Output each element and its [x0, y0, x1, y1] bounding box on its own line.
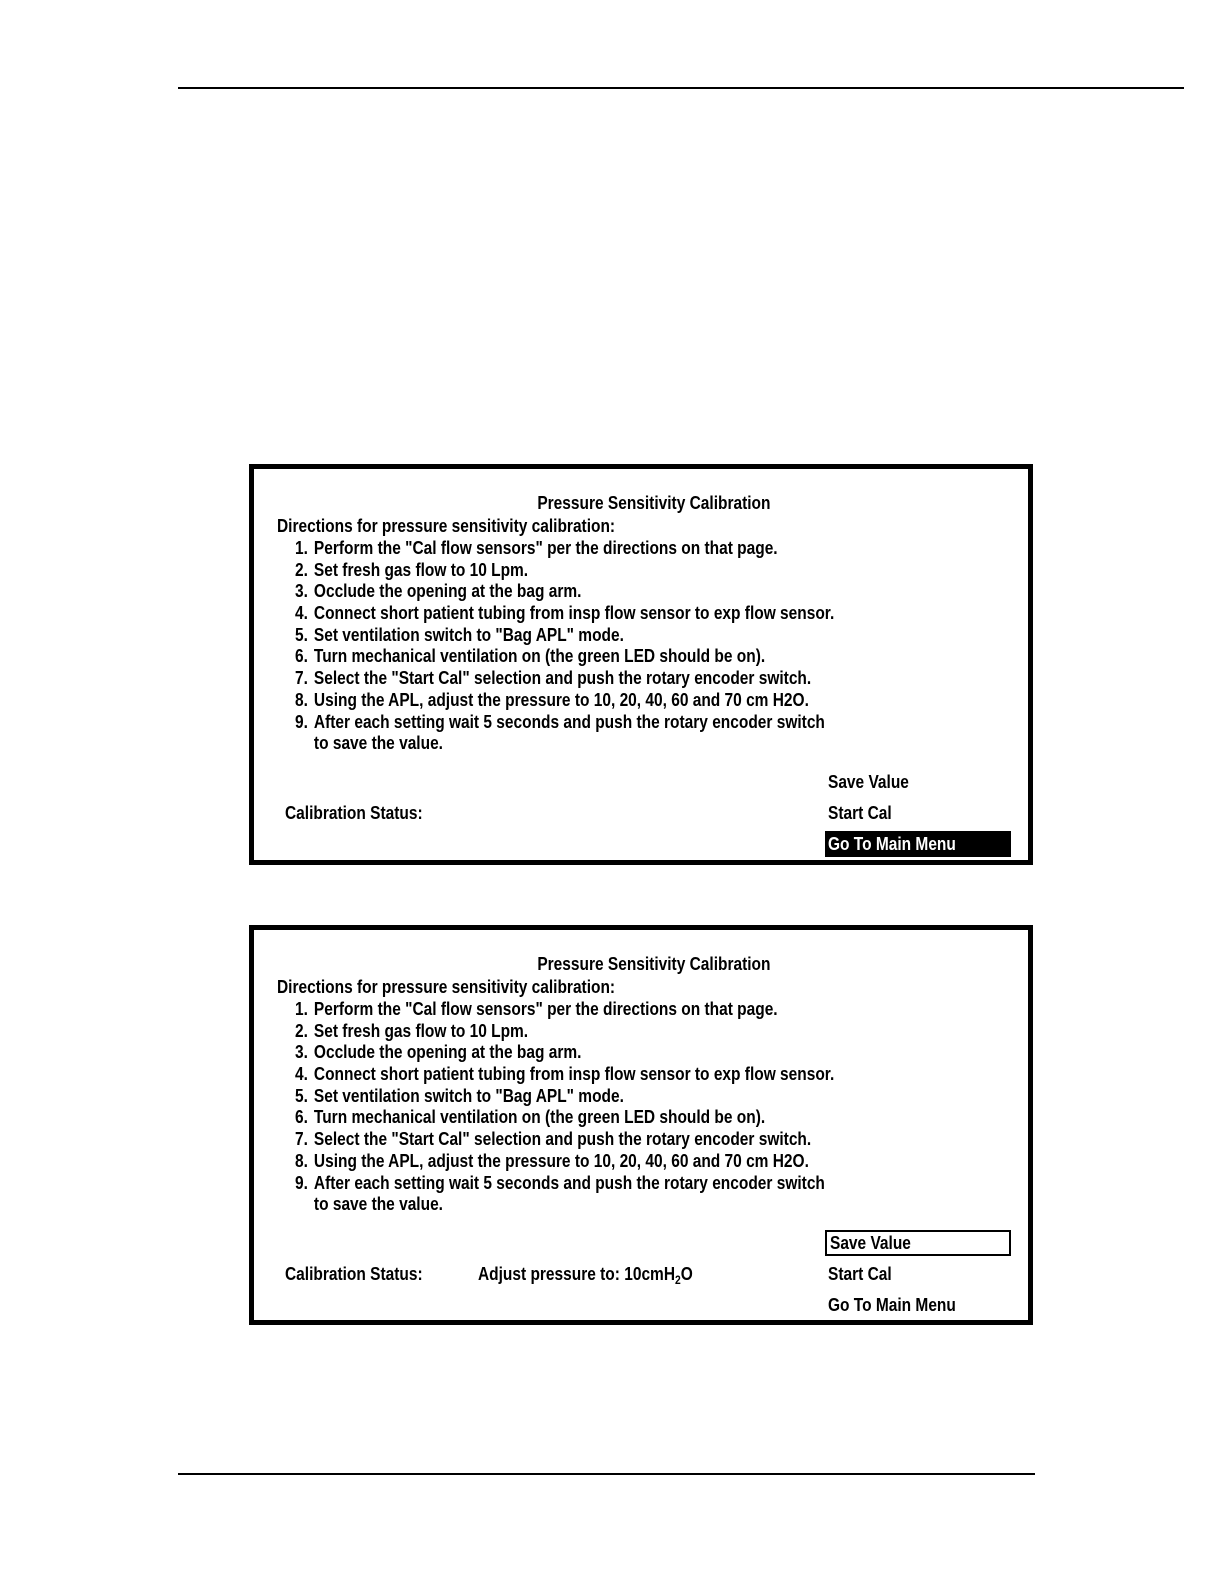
list-item: 2. Set fresh gas flow to 10 Lpm.: [295, 1020, 529, 1041]
list-item: 8. Using the APL, adjust the pressure to 10, 20, 40, 60 and 70 cm H2O.: [295, 689, 809, 710]
list-item: 5. Set ventilation switch to "Bag APL" mode.: [295, 624, 624, 645]
list-item: 3. Occlude the opening at the bag arm.: [295, 581, 582, 602]
calibration-screen-in-progress: [249, 925, 1033, 1325]
screen-menu: [825, 1230, 1011, 1323]
footer-rule: [178, 1473, 1035, 1475]
list-item: 2. Set fresh gas flow to 10 Lpm.: [295, 559, 529, 580]
go-to-main-menu-button[interactable]: Go To Main Menu: [828, 1295, 956, 1315]
calibration-status-value: Adjust pressure to: 10cmH$_2$O: [478, 1264, 693, 1287]
directions-list: [295, 999, 835, 1215]
save-value-button[interactable]: Save Value: [828, 772, 909, 792]
calibration-screen-initial: [249, 464, 1033, 865]
list-item: 9. After each setting wait 5 seconds and push the rotary encoder switch to save the value.: [295, 711, 825, 754]
save-value-button[interactable]: Save Value: [825, 1230, 1011, 1256]
list-item: 6. Turn mechanical ventilation on (the green LED should be on).: [295, 646, 766, 667]
directions-list: [295, 538, 835, 754]
directions-heading: Directions for pressure sensitivity calibration:: [277, 977, 616, 997]
list-item: 9. After each setting wait 5 seconds and push the rotary encoder switch to save the value.: [295, 1172, 825, 1215]
calibration-status-label: Calibration Status:: [285, 1264, 423, 1284]
directions-heading: Directions for pressure sensitivity calibration:: [277, 516, 616, 536]
screen-title: Pressure Sensitivity Calibration: [537, 954, 771, 974]
list-item: 4. Connect short patient tubing from insp flow sensor to exp flow sensor.: [295, 603, 835, 624]
list-item: 5. Set ventilation switch to "Bag APL" mode.: [295, 1085, 624, 1106]
calibration-status-label: Calibration Status:: [285, 803, 423, 823]
start-cal-button[interactable]: Start Cal: [828, 803, 892, 823]
list-item: 7. Select the "Start Cal" selection and push the rotary encoder switch.: [295, 668, 812, 689]
header-rule: [178, 87, 1184, 89]
list-item: 8. Using the APL, adjust the pressure to 10, 20, 40, 60 and 70 cm H2O.: [295, 1150, 809, 1171]
list-item: 1. Perform the "Cal flow sensors" per the directions on that page.: [295, 999, 778, 1019]
list-item: 4. Connect short patient tubing from insp flow sensor to exp flow sensor.: [295, 1064, 835, 1085]
screen-title: Pressure Sensitivity Calibration: [537, 493, 771, 513]
list-item: 6. Turn mechanical ventilation on (the green LED should be on).: [295, 1107, 766, 1128]
screen-menu: [825, 769, 1011, 862]
list-item: 1. Perform the "Cal flow sensors" per the directions on that page.: [295, 538, 778, 558]
list-item: 7. Select the "Start Cal" selection and push the rotary encoder switch.: [295, 1129, 812, 1150]
go-to-main-menu-button[interactable]: Go To Main Menu: [825, 831, 1011, 857]
start-cal-button[interactable]: Start Cal: [828, 1264, 892, 1284]
list-item: 3. Occlude the opening at the bag arm.: [295, 1042, 582, 1063]
